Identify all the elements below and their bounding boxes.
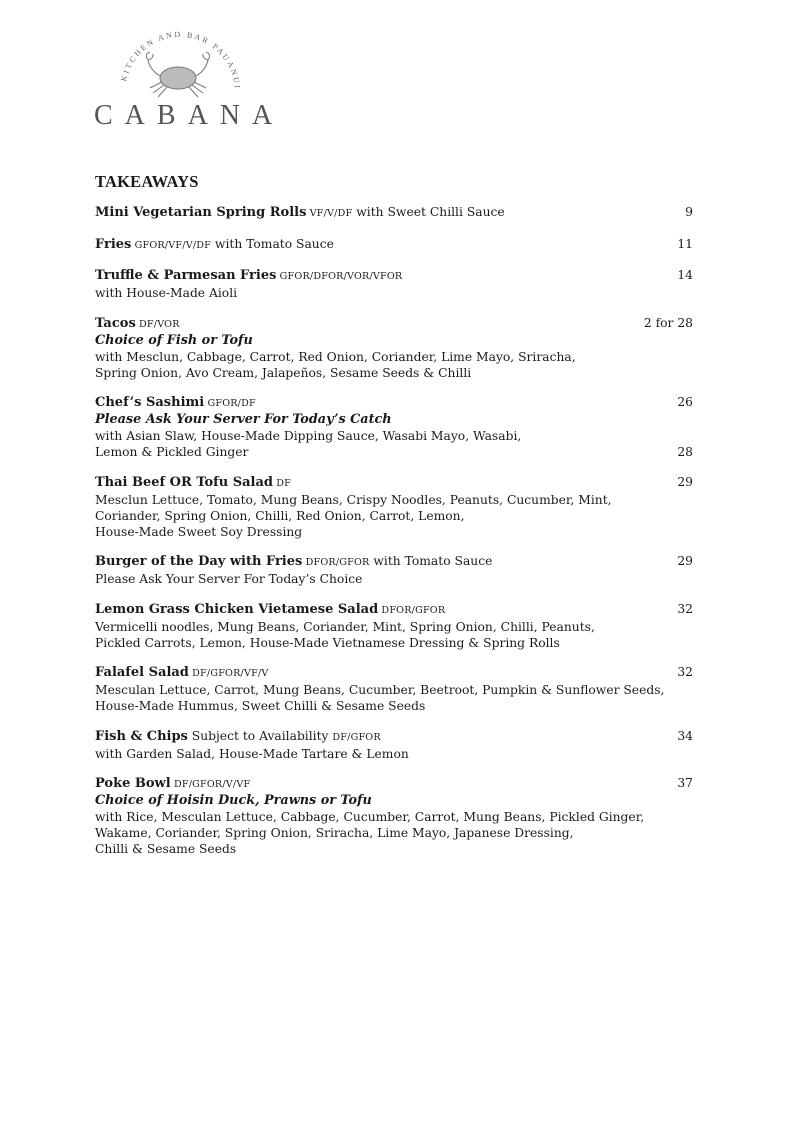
item-description: Pickled Carrots, Lemon, House-Made Vietnamese Dressing & Spring Rolls xyxy=(95,635,560,650)
item-price: 32 xyxy=(677,665,693,679)
item-description: Wakame, Coriander, Spring Onion, Sriracha, Lime Mayo, Japanese Dressing, xyxy=(95,826,574,840)
item-name: Burger of the Day with Fries xyxy=(95,554,303,569)
menu-item-title xyxy=(95,664,269,682)
item-price: 14 xyxy=(677,268,693,282)
dietary-tags: DF/GFOR/VF/V xyxy=(188,668,269,679)
dietary-tags: DFOR/GFOR xyxy=(302,557,370,568)
menu-item-header xyxy=(95,315,693,333)
crab-emblem-icon xyxy=(90,30,280,105)
menu-item-header xyxy=(95,553,693,571)
menu-item-title xyxy=(95,236,334,254)
item-description: with Asian Slaw, House-Made Dipping Sauce, Wasabi Mayo, Wasabi, xyxy=(95,429,522,443)
menu-item-header xyxy=(95,728,693,746)
menu-item xyxy=(95,728,693,762)
item-description: with Mesclun, Cabbage, Carrot, Red Onion, Coriander, Lime Mayo, Sriracha, xyxy=(95,349,576,364)
menu-item-header xyxy=(95,775,693,793)
dietary-tags: GFOR/DF xyxy=(204,398,256,409)
item-name: Mini Vegetarian Spring Rolls xyxy=(95,205,307,220)
item-description: House-Made Sweet Soy Dressing xyxy=(95,524,303,539)
item-description: Spring Onion, Avo Cream, Jalapeños, Sesame Seeds & Chilli xyxy=(95,365,472,380)
item-description: House-Made Hummus, Sweet Chilli & Sesame Seeds xyxy=(95,699,426,713)
menu-item xyxy=(95,394,693,460)
menu-item-title xyxy=(95,728,381,746)
dietary-tags: DF/GFOR/V/VF xyxy=(170,779,251,790)
dietary-tags: GFOR/VF/V/DF xyxy=(131,239,212,251)
item-price: 2 for 28 xyxy=(643,315,693,330)
item-description: Coriander, Spring Onion, Chilli, Red Onion, Carrot, Lemon, xyxy=(95,508,465,523)
item-price: 29 xyxy=(677,474,693,489)
logo-wordmark: CABANA xyxy=(94,100,285,131)
dietary-tags: DF/VOR xyxy=(135,318,180,330)
menu-item xyxy=(95,553,693,587)
menu-item-header xyxy=(95,236,693,254)
item-price: 32 xyxy=(677,601,693,616)
item-price: 11 xyxy=(677,236,693,251)
dietary-tags: GFOR/DFOR/VOR/VFOR xyxy=(276,271,403,282)
item-price: 34 xyxy=(677,728,693,743)
item-description: Please Ask Your Server For Today’s Choice xyxy=(95,572,363,586)
cabana-logo xyxy=(90,30,285,131)
item-description: Vermicelli noodles, Mung Beans, Coriander, Mint, Spring Onion, Chilli, Peanuts, xyxy=(95,619,595,634)
menu-item-title xyxy=(95,601,445,619)
section-title: TAKEAWAYS xyxy=(95,172,199,191)
item-description: Lemon & Pickled Ginger xyxy=(95,445,249,459)
item-note: with Tomato Sauce xyxy=(211,236,334,251)
item-name: Chef’s Sashimi xyxy=(95,395,205,410)
menu-item-title xyxy=(95,204,505,222)
item-description: with House-Made Aioli xyxy=(95,286,238,300)
item-name: Falafel Salad xyxy=(95,665,189,680)
menu-item-header xyxy=(95,394,693,412)
item-description: with Rice, Mesculan Lettuce, Cabbage, Cucumber, Carrot, Mung Beans, Pickled Ginger, xyxy=(95,810,645,824)
item-description: Mesclun Lettuce, Tomato, Mung Beans, Crispy Noodles, Peanuts, Cucumber, Mint, xyxy=(95,492,612,507)
menu-item xyxy=(95,267,693,301)
item-price: 9 xyxy=(685,205,693,219)
dietary-tags: VF/V/DF xyxy=(306,208,353,219)
item-subtitle: Choice of Hoisin Duck, Prawns or Tofu xyxy=(95,793,372,808)
menu-item-header xyxy=(95,204,693,222)
item-subtitle: Choice of Fish or Tofu xyxy=(95,332,253,348)
dietary-tags: DF xyxy=(273,477,292,489)
menu-item xyxy=(95,315,693,381)
menu-list xyxy=(95,204,693,871)
item-description: Mesculan Lettuce, Carrot, Mung Beans, Cucumber, Beetroot, Pumpkin & Sunflower Seeds, xyxy=(95,683,665,697)
logo-arc-text: KITCHEN AND BAR PAUANUI xyxy=(119,30,243,91)
menu-item xyxy=(95,204,693,222)
menu-item-title xyxy=(95,474,291,492)
item-note: with Tomato Sauce xyxy=(369,554,493,568)
item-price-alt: 28 xyxy=(677,445,693,459)
item-description: Chilli & Sesame Seeds xyxy=(95,842,237,856)
menu-item xyxy=(95,474,693,540)
menu-item-title xyxy=(95,394,256,412)
item-name: Truffle & Parmesan Fries xyxy=(95,268,277,283)
item-name: Fries xyxy=(95,236,132,252)
menu-item-header xyxy=(95,267,693,285)
dietary-tags: DF/GFOR xyxy=(332,731,381,743)
menu-item xyxy=(95,664,693,714)
menu-item xyxy=(95,775,693,857)
menu-item-header xyxy=(95,664,693,682)
menu-item-title xyxy=(95,267,402,285)
menu-item-header xyxy=(95,474,693,492)
item-subtitle: Please Ask Your Server For Today’s Catch xyxy=(95,412,392,427)
item-name: Thai Beef OR Tofu Salad xyxy=(95,474,274,490)
item-name: Lemon Grass Chicken Vietamese Salad xyxy=(95,601,379,617)
item-price: 37 xyxy=(677,776,693,790)
menu-item-title xyxy=(95,775,250,793)
menu-item-title xyxy=(95,315,180,333)
item-description: with Garden Salad, House-Made Tartare & Lemon xyxy=(95,746,409,761)
menu-item xyxy=(95,236,693,254)
item-note: Subject to Availability xyxy=(187,728,333,743)
item-name: Poke Bowl xyxy=(95,776,171,791)
item-price: 29 xyxy=(677,554,693,568)
item-note: with Sweet Chilli Sauce xyxy=(352,205,505,219)
menu-item-header xyxy=(95,601,693,619)
item-name: Fish & Chips xyxy=(95,728,188,744)
menu-item xyxy=(95,601,693,651)
item-price: 26 xyxy=(677,395,693,409)
item-name: Tacos xyxy=(95,315,136,331)
dietary-tags: DFOR/GFOR xyxy=(378,604,446,616)
menu-item-title xyxy=(95,553,492,571)
